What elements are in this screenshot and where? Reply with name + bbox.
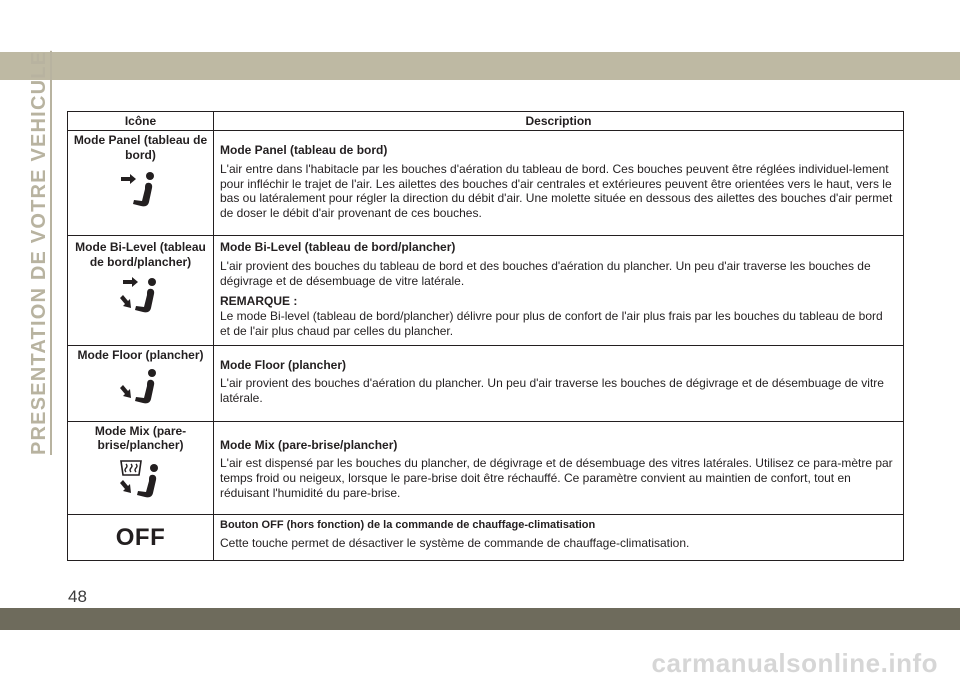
row-title: Mode Bi-Level (tableau de bord/plancher): [220, 240, 456, 254]
table-row: [68, 421, 904, 514]
row-text: L'air est dispensé par les bouches du plancher, de dégivrage et de désembuage des vitres latérales. Utilisez ce para-mètre par temps froid ou neigeux, lorsque le pare-brise doit être réchauffé. Ce paramètre convient au maintien de confort, tout en réduisant l'humidité du pare-brise.: [220, 456, 893, 500]
row-text: Cette touche permet de désactiver le système de commande de chauffage-climatisation.: [220, 536, 690, 551]
table-row: [68, 345, 904, 421]
description-cell: [214, 345, 904, 421]
panel-mode-icon: [119, 169, 163, 209]
table-row: [68, 131, 904, 236]
description-cell: [214, 514, 904, 560]
header-icon-column: Icône: [68, 112, 214, 131]
description-cell: [214, 131, 904, 236]
icon-label: Mode Floor (plancher): [77, 347, 204, 362]
page-number: 48: [68, 587, 87, 606]
icon-cell: [68, 236, 214, 346]
header-description-column: Description: [214, 112, 904, 131]
note-text: Le mode Bi-level (tableau de bord/plancher) délivre pour plus de confort de l'air plus frais par les bouches du tableau de bord et de l'air plus chaud par celles du plancher.: [220, 309, 883, 338]
description-cell: [214, 236, 904, 346]
row-title: Mode Mix (pare-brise/plancher): [220, 437, 398, 452]
floor-mode-icon: [117, 368, 165, 408]
icon-cell: [68, 345, 214, 421]
row-title: Mode Floor (plancher): [220, 357, 346, 372]
icon-label: Mode Bi-Level (tableau de bord/plancher): [75, 240, 206, 269]
table-row: [68, 514, 904, 560]
description-cell: [214, 421, 904, 514]
hvac-mode-table: [67, 111, 904, 561]
section-side-title: PRESENTATION DE VOTRE VEHICULE: [28, 50, 50, 455]
page-top-margin: [0, 0, 960, 52]
row-title: Bouton OFF (hors fonction) de la commande de chauffage-climatisation: [220, 518, 596, 531]
bi-level-mode-icon: [117, 276, 165, 316]
icon-cell: [68, 131, 214, 236]
icon-label: Mode Panel (tableau de bord): [73, 133, 208, 162]
table-header-row: [68, 112, 904, 131]
header-band: [0, 52, 960, 80]
row-text: L'air provient des bouches du tableau de bord et des bouches d'aération du plancher. Un peu d'air traverse les bouches de dégivrage et de désembuage de vitre latérale.: [220, 258, 871, 288]
row-text: L'air entre dans l'habitacle par les bouches d'aération du tableau de bord. Ces bouches peuvent être réglées individuel-lement pour infléchir le trajet de l'air. Les ailettes des bouches d'air centrales et extérieures peuvent être orientées vers le haut, vers le bas ou latéralement pour régler la direction du débit d'air. Une molette située en dessous des ailettes des bouches d'air permet de doser le débit d'air provenant de ces bouches.: [220, 161, 893, 220]
mix-mode-icon: [115, 459, 167, 501]
off-button-icon: OFF: [115, 524, 166, 552]
footer-band: [0, 608, 960, 630]
watermark: carmanualsonline.info: [651, 648, 938, 678]
row-title: Mode Panel (tableau de bord): [220, 143, 388, 157]
icon-cell: [68, 514, 214, 560]
note-title: REMARQUE :: [220, 294, 298, 309]
icon-label: Mode Mix (pare-brise/plancher): [94, 423, 187, 453]
row-text: L'air provient des bouches d'aération du plancher. Un peu d'air traverse les bouches de dégivrage et de désembuage de vitre latérale.: [220, 376, 884, 405]
table-row: [68, 236, 904, 346]
icon-cell: [68, 421, 214, 514]
